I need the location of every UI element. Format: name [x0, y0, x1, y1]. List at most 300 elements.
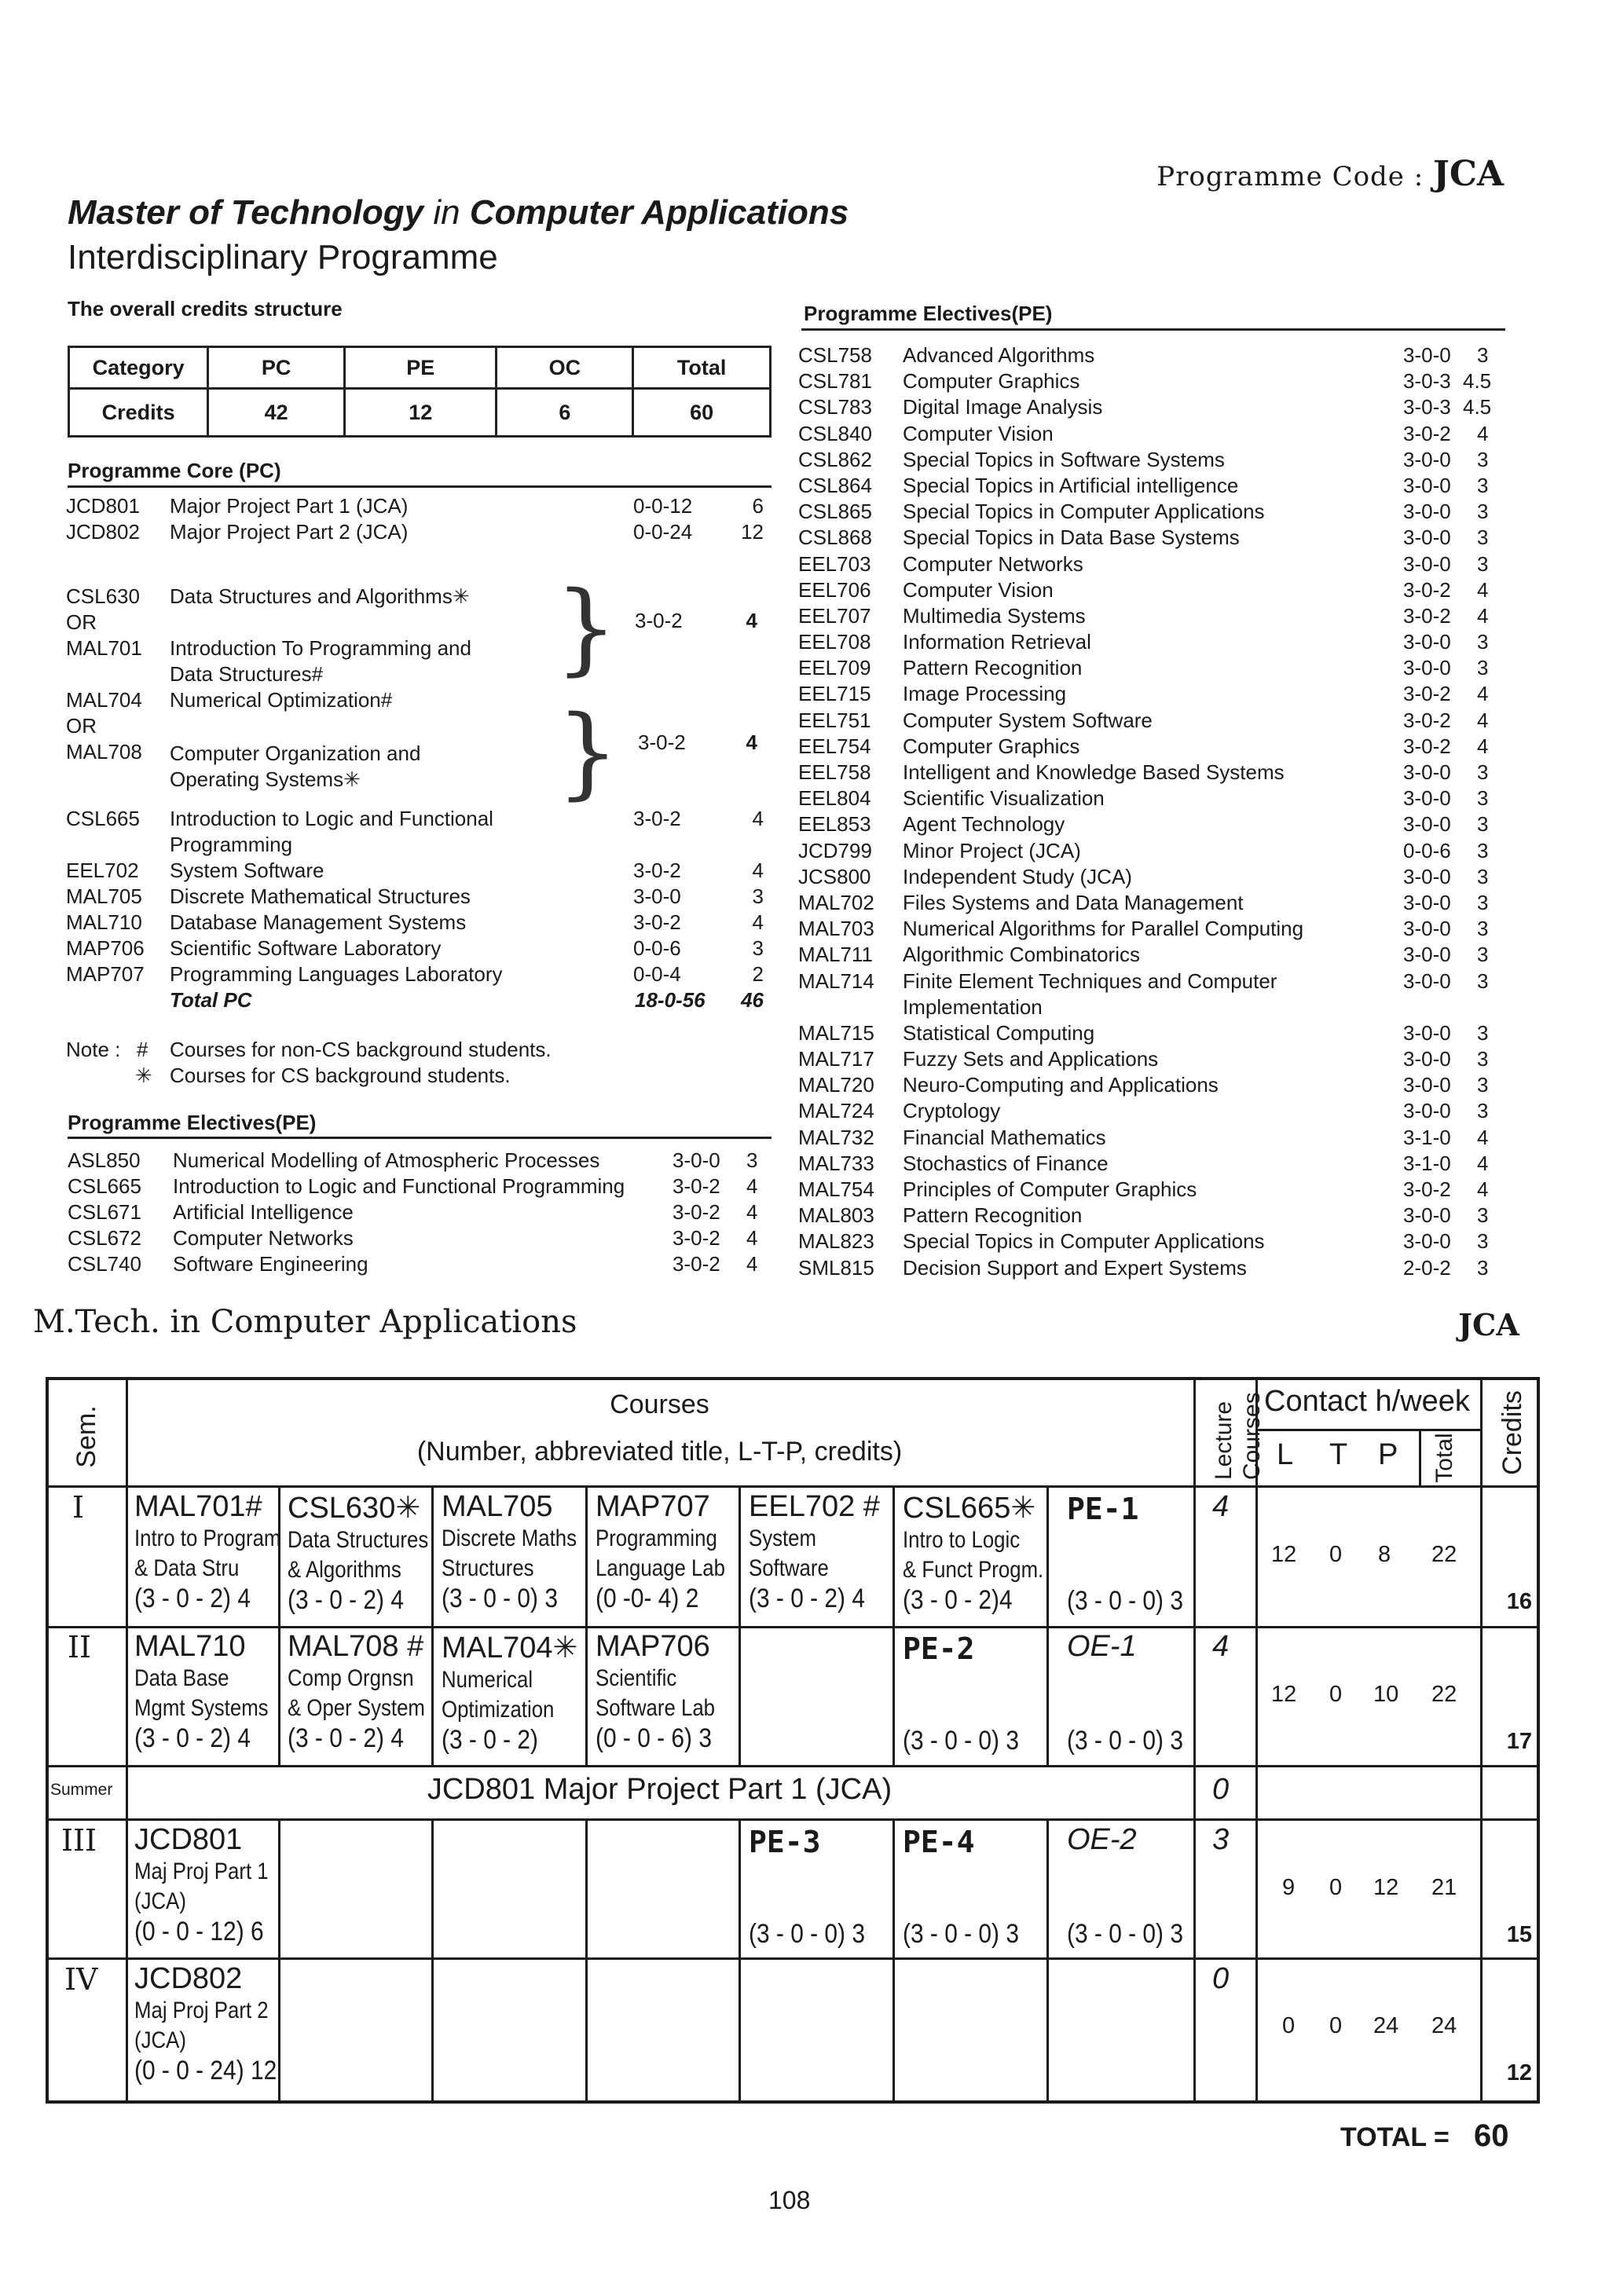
course-cell [903, 1490, 1066, 1616]
course-code: CSL630✳ [288, 1492, 421, 1525]
page-number: 108 [768, 2186, 811, 2214]
course-credits: 3 [1477, 760, 1489, 784]
course-code: CSL862 [798, 447, 872, 471]
oe-slot: OE-1 [1067, 1630, 1137, 1663]
credits-header: Credits [1497, 1390, 1527, 1475]
or-label: OR [66, 714, 97, 738]
contact-total: 24 [1431, 2013, 1457, 2038]
divider [126, 1380, 128, 2100]
course-ltp: 0-0-24 [633, 520, 693, 544]
course-code: JCD799 [798, 838, 872, 862]
credits-header-cell: Total [633, 347, 771, 389]
course-cell [134, 1823, 290, 1947]
note-symbol: # [137, 1038, 148, 1061]
course-ltp: 3-0-0 [633, 884, 681, 908]
course-title: Maj Proj Part 1 [134, 1858, 269, 1884]
course-credits: 4 [1477, 421, 1489, 445]
contact-p: 24 [1373, 2013, 1399, 2038]
programme-code [1156, 154, 1504, 194]
course-code: CSL864 [798, 473, 872, 497]
courses-header: Courses [610, 1390, 709, 1419]
course-ltp: (3 - 0 - 2) 4 [288, 1723, 404, 1753]
course-ltp: 3-0-2 [635, 609, 683, 632]
course-name: Decision Support and Expert Systems [903, 1255, 1247, 1280]
course-name: Independent Study (JCA) [903, 864, 1132, 888]
grand-total-label: TOTAL = [1340, 2122, 1450, 2152]
course-name: Digital Image Analysis [903, 395, 1103, 419]
course-ltp: 3-0-2 [1403, 577, 1451, 602]
course-cell [596, 1630, 735, 1754]
course-ltp: 3-0-0 [1403, 812, 1451, 837]
course-credits: 12 [741, 520, 764, 544]
sem-number: II [68, 1630, 92, 1664]
course-code: MAL711 [798, 943, 873, 967]
course-ltp: 3-0-0 [1403, 917, 1451, 941]
or-label: OR [66, 610, 97, 634]
course-ltp: 3-0-2 [673, 1174, 720, 1198]
course-cell [749, 1490, 881, 1614]
course-ltp: 3-0-2 [633, 859, 681, 882]
course-name: Major Project Part 2 (JCA) [170, 520, 409, 544]
course-code: CSL783 [798, 395, 872, 419]
course-ltp: 0-0-4 [633, 962, 681, 986]
course-name: Files Systems and Data Management [903, 890, 1244, 914]
course-title: Software [749, 1555, 829, 1581]
course-credits: 3 [746, 1148, 758, 1172]
course-ltp: 0-0-6 [633, 936, 681, 960]
grand-total-value: 60 [1474, 2118, 1509, 2153]
pe-slot: PE-3 [749, 1825, 821, 1859]
course-code: EEL758 [798, 760, 871, 784]
course-cell [134, 1490, 305, 1614]
course-credits: 3 [1477, 473, 1489, 497]
lecture-count: 0 [1212, 1773, 1230, 1806]
total-pc-label: Total PC [170, 988, 252, 1012]
course-name: Fuzzy Sets and Applications [903, 1047, 1159, 1071]
contact-total: 22 [1431, 1682, 1457, 1707]
course-code: EEL853 [798, 812, 871, 837]
course-credits: 3 [1477, 500, 1489, 524]
course-code: JCS800 [798, 864, 871, 888]
course-credits: 4 [752, 910, 764, 934]
divider [68, 485, 772, 488]
course-name: Multimedia Systems [903, 603, 1086, 628]
divider [1480, 1380, 1483, 2100]
divider [68, 1137, 772, 1139]
course-code: CSL665 [68, 1174, 141, 1198]
course-code: MAP707 [66, 962, 145, 986]
pe-slot: PE-4 [903, 1825, 975, 1859]
divider [49, 1765, 1537, 1767]
contact-total: 21 [1431, 1875, 1457, 1900]
course-name: Numerical Optimization# [170, 688, 393, 712]
course-ltp: 0-0-6 [1403, 838, 1451, 862]
programme-core-heading: Programme Core (PC) [68, 459, 281, 482]
course-name: Neuro-Computing and Applications [903, 1073, 1219, 1097]
credits-structure-heading: The overall credits structure [68, 297, 343, 320]
course-ltp: (3 - 0 - 0) 3 [1067, 1586, 1183, 1616]
course-ltp: 3-0-2 [1403, 682, 1451, 706]
course-cell [596, 1490, 746, 1614]
contact-p: 8 [1378, 1542, 1391, 1567]
title-part2: in [433, 193, 460, 232]
summer-label: Summer [50, 1781, 113, 1799]
course-name: Special Topics in Computer Applications [903, 1229, 1265, 1254]
course-cell [288, 1630, 447, 1754]
contact-total: 22 [1431, 1542, 1457, 1567]
course-credits: 3 [1477, 969, 1489, 993]
course-name: Database Management Systems [170, 910, 467, 934]
credits-value-cell: Credits [69, 389, 208, 437]
course-credits: 3 [1477, 864, 1489, 888]
course-credits: 4.5 [1463, 395, 1492, 419]
course-code: JCD801 [66, 494, 140, 518]
course-code: CSL758 [798, 343, 872, 367]
course-ltp: 3-0-0 [1403, 1099, 1451, 1123]
contact-t: 0 [1329, 1682, 1343, 1707]
course-ltp: (3 - 0 - 0) 3 [903, 1726, 1019, 1756]
course-ltp: 3-0-2 [1403, 1177, 1451, 1201]
course-name: Information Retrieval [903, 630, 1091, 654]
course-name: Artificial Intelligence [173, 1200, 354, 1224]
course-name: Major Project Part 1 (JCA) [170, 494, 409, 518]
credits-value-cell: 12 [345, 389, 497, 437]
course-code: MAL701 [66, 636, 142, 660]
title-part3: Computer Applications [469, 193, 849, 232]
course-credits: 3 [1477, 1203, 1489, 1228]
lecture-count: 3 [1212, 1823, 1230, 1856]
course-code: MAP707 [596, 1490, 710, 1523]
note-text: Courses for non-CS background students. [170, 1038, 552, 1061]
course-ltp: 3-0-2 [1403, 603, 1451, 628]
course-credits: 3 [1477, 943, 1489, 967]
course-ltp: 3-0-3 [1403, 395, 1451, 419]
course-code: MAL717 [798, 1047, 874, 1071]
course-ltp: 3-0-2 [1403, 708, 1451, 732]
course-credits: 4 [1477, 708, 1489, 732]
contact-header: Contact h/week [1264, 1385, 1470, 1418]
lecture-header: Lecture [1211, 1401, 1237, 1480]
course-cell [134, 1630, 290, 1754]
credits-value-row [69, 389, 771, 437]
page-title [68, 193, 848, 233]
course-code: EEL709 [798, 656, 871, 680]
contact-p: 12 [1373, 1875, 1399, 1900]
credits-header-cell: PC [208, 347, 345, 389]
oe-slot: OE-2 [1067, 1823, 1137, 1856]
course-code: MAL710 [66, 910, 142, 934]
divider [1419, 1429, 1421, 1485]
course-ltp: (0 - 0 - 24) 12 [134, 2056, 277, 2085]
course-credits: 3 [1477, 1073, 1489, 1097]
course-code: CSL740 [68, 1252, 141, 1276]
contact-l: 9 [1282, 1875, 1296, 1900]
l-header: L [1277, 1438, 1294, 1471]
course-name: Pattern Recognition [903, 656, 1083, 680]
course-code: MAL720 [798, 1073, 874, 1097]
course-ltp: 3-0-0 [1403, 943, 1451, 967]
course-title: Intro to Program [134, 1525, 281, 1551]
course-code: JCD802 [134, 1962, 243, 1995]
course-credits: 3 [1477, 812, 1489, 837]
course-ltp: 3-0-0 [1403, 525, 1451, 550]
course-title: Mgmt Systems [134, 1695, 269, 1721]
course-title: (JCA) [134, 2027, 186, 2053]
sem-number: IV [64, 1962, 98, 1997]
course-ltp: 3-0-0 [1403, 1203, 1451, 1228]
course-ltp: 2-0-2 [1403, 1255, 1451, 1280]
course-title: Programming [596, 1525, 717, 1551]
course-ltp: (3 - 0 - 0) 3 [1067, 1726, 1183, 1756]
course-name: Advanced Algorithms [903, 343, 1095, 367]
course-code: MAL754 [798, 1177, 874, 1201]
lecture-count: 4 [1212, 1630, 1230, 1663]
course-name: Cryptology [903, 1099, 1001, 1123]
course-credits: 4 [752, 859, 764, 882]
course-cell [442, 1630, 577, 1756]
course-ltp: 3-0-0 [1403, 343, 1451, 367]
course-name: Introduction To Programming and [170, 636, 471, 660]
course-ltp: 3-0-0 [1403, 760, 1451, 784]
course-ltp: 3-1-0 [1403, 1151, 1451, 1175]
course-ltp: 3-0-0 [1403, 1073, 1451, 1097]
contact-t: 0 [1329, 1542, 1343, 1567]
course-code: CSL672 [68, 1226, 141, 1250]
course-credits: 4 [746, 1200, 758, 1224]
credits-structure-table [68, 346, 772, 438]
total-header: Total [1431, 1433, 1457, 1483]
course-ltp: (0 - 0 - 6) 3 [596, 1723, 712, 1753]
course-code: CSL671 [68, 1200, 141, 1224]
course-credits: 4 [746, 1226, 758, 1250]
divider [1193, 1380, 1196, 2100]
course-title: Intro to Logic [903, 1527, 1021, 1553]
course-code: MAL701# [134, 1490, 262, 1523]
credits-header-cell: PE [345, 347, 497, 389]
course-ltp: 3-0-0 [1403, 473, 1451, 497]
course-title: & Data Stru [134, 1555, 240, 1581]
sem-credits: 16 [1506, 1589, 1532, 1614]
sem-number: III [61, 1823, 97, 1858]
course-code: CSL665✳ [903, 1492, 1036, 1525]
course-ltp: 3-0-0 [1403, 786, 1451, 811]
course-name: Computer Graphics [903, 369, 1080, 394]
course-code: EEL715 [798, 682, 871, 706]
course-name: Special Topics in Data Base Systems [903, 525, 1240, 550]
note-label: Note : [66, 1038, 121, 1061]
brace-icon: } [555, 570, 618, 686]
course-title: Software Lab [596, 1695, 716, 1721]
course-credits: 4 [1477, 577, 1489, 602]
course-credits: 3 [1477, 890, 1489, 914]
course-ltp: 3-0-0 [673, 1148, 720, 1172]
credits-value-cell: 42 [208, 389, 345, 437]
course-code: MAL724 [798, 1099, 874, 1123]
course-title: Comp Orgnsn [288, 1665, 414, 1691]
course-ltp: 3-0-2 [673, 1252, 720, 1276]
course-credits: 4 [1477, 682, 1489, 706]
course-title: Structures [442, 1555, 534, 1581]
course-ltp: (3 - 0 - 2) 4 [749, 1584, 865, 1613]
course-title: Numerical [442, 1667, 533, 1693]
course-name: Computer Vision [903, 577, 1054, 602]
course-code: EEL708 [798, 630, 871, 654]
courses-header-vertical: Courses [1239, 1392, 1265, 1480]
divider [1255, 1380, 1258, 2100]
course-ltp: 3-0-0 [1403, 551, 1451, 576]
course-name: Stochastics of Finance [903, 1151, 1109, 1175]
sem-number: I [72, 1490, 85, 1525]
course-credits: 3 [1477, 447, 1489, 471]
divider [49, 1957, 1537, 1960]
course-name: Computer Networks [173, 1226, 354, 1250]
lecture-count: 0 [1212, 1962, 1230, 1995]
course-name: Principles of Computer Graphics [903, 1177, 1197, 1201]
course-name: Numerical Algorithms for Parallel Computing [903, 917, 1304, 941]
divider [49, 1485, 1537, 1488]
course-credits: 4 [752, 807, 764, 830]
course-ltp: 3-1-0 [1403, 1125, 1451, 1149]
course-credits: 3 [1477, 656, 1489, 680]
course-credits: 4.5 [1463, 369, 1492, 394]
course-cell [442, 1490, 599, 1614]
course-credits: 4 [1477, 603, 1489, 628]
programme-code-value: JCA [1433, 154, 1504, 194]
schedule-title: M.Tech. in Computer Applications [33, 1304, 577, 1340]
course-ltp: 3-0-0 [1403, 500, 1451, 524]
pe-right-heading: Programme Electives(PE) [804, 302, 1053, 325]
total-pc-ltp: 18-0-56 [635, 988, 706, 1012]
course-name: Intelligent and Knowledge Based Systems [903, 760, 1285, 784]
course-credits: 3 [1477, 630, 1489, 654]
course-code: CSL840 [798, 421, 872, 445]
course-code: EEL707 [798, 603, 871, 628]
course-code: EEL751 [798, 708, 871, 732]
course-code: MAL715 [798, 1020, 874, 1045]
course-code: MAP706 [66, 936, 145, 960]
course-title: System [749, 1525, 817, 1551]
course-code: MAL705 [442, 1490, 553, 1523]
contact-t: 0 [1329, 2013, 1343, 2038]
course-code: ASL850 [68, 1148, 141, 1172]
divider [739, 1818, 741, 2100]
course-ltp: 3-0-0 [1403, 1020, 1451, 1045]
course-name: Introduction to Logic and Functional Programming [173, 1174, 625, 1198]
page-subtitle: Interdisciplinary Programme [68, 238, 498, 276]
note-text: Courses for CS background students. [170, 1064, 511, 1087]
course-ltp: (0 - 0 - 12) 6 [134, 1917, 264, 1946]
note-symbol: ✳ [135, 1064, 152, 1087]
course-title: Maj Proj Part 2 [134, 1998, 269, 2023]
credits-value-cell: 60 [633, 389, 771, 437]
course-name: Special Topics in Artificial intelligence [903, 473, 1239, 497]
course-ltp: (3 - 0 - 0) 3 [1067, 1919, 1183, 1949]
course-code: MAL704✳ [442, 1631, 578, 1664]
divider [801, 328, 1505, 331]
pe-left-heading: Programme Electives(PE) [68, 1111, 317, 1134]
brace-icon: } [556, 694, 620, 810]
course-credits: 3 [1477, 343, 1489, 367]
t-header: T [1329, 1438, 1348, 1471]
course-credits: 3 [1477, 1099, 1489, 1123]
course-name: Data Structures# [170, 662, 324, 686]
course-code: MAL823 [798, 1229, 874, 1254]
pe-slot: PE-2 [903, 1631, 975, 1666]
course-credits: 3 [752, 884, 764, 908]
course-ltp: 3-0-2 [633, 807, 681, 830]
course-credits: 3 [1477, 838, 1489, 862]
course-credits: 4 [746, 731, 757, 754]
course-code: JCD802 [66, 520, 140, 544]
course-code: MAL708 [66, 740, 142, 764]
course-credits: 4 [746, 609, 757, 632]
course-name: Introduction to Logic and Functional [170, 807, 493, 830]
course-title: (JCA) [134, 1888, 186, 1914]
course-title: Data Structures [288, 1527, 429, 1553]
course-name: Minor Project (JCA) [903, 838, 1081, 862]
course-name: Computer Vision [903, 421, 1054, 445]
course-title: & Algorithms [288, 1557, 401, 1583]
p-header: P [1378, 1438, 1398, 1471]
course-name: System Software [170, 859, 324, 882]
sem-credits: 12 [1506, 2060, 1532, 2085]
course-credits: 4 [1477, 734, 1489, 758]
divider [892, 1485, 895, 1765]
course-name: Data Structures and Algorithms✳ [170, 584, 470, 608]
course-code: MAL714 [798, 969, 874, 993]
course-credits: 3 [752, 936, 764, 960]
divider [585, 1818, 588, 2100]
course-name: Computer Organization and [170, 742, 421, 765]
title-part1: Master of Technology [68, 193, 424, 232]
course-credits: 6 [752, 494, 764, 518]
course-title: Data Base [134, 1665, 229, 1691]
contact-l: 12 [1271, 1682, 1297, 1707]
course-name: Discrete Mathematical Structures [170, 884, 471, 908]
course-name: Software Engineering [173, 1252, 368, 1276]
credits-header-cell: Category [69, 347, 208, 389]
sem-credits: 15 [1506, 1922, 1532, 1947]
course-credits: 3 [1477, 917, 1489, 941]
course-ltp: (3 - 0 - 2)4 [903, 1585, 1013, 1615]
course-code: EEL702 # [749, 1490, 880, 1523]
course-code: SML815 [798, 1255, 874, 1280]
course-title: Scientific [596, 1665, 677, 1691]
course-code: MAL702 [798, 890, 874, 914]
contact-p: 10 [1373, 1682, 1399, 1707]
courses-subheader: (Number, abbreviated title, L-T-P, credits) [416, 1437, 903, 1467]
course-credits: 4 [746, 1252, 758, 1276]
course-name: Computer System Software [903, 708, 1153, 732]
course-name: Operating Systems✳ [170, 767, 361, 791]
total-pc-credits: 46 [741, 988, 764, 1012]
sem-credits: 17 [1506, 1729, 1532, 1754]
course-ltp: 3-0-2 [673, 1200, 720, 1224]
course-name: Computer Graphics [903, 734, 1080, 758]
divider [1046, 1818, 1049, 2100]
course-ltp: 3-0-0 [1403, 890, 1451, 914]
course-credits: 3 [1477, 1255, 1489, 1280]
course-code: JCD801 [134, 1823, 243, 1856]
course-cell [288, 1490, 451, 1616]
course-ltp: (3 - 0 - 2) 4 [134, 1584, 251, 1613]
course-code: EEL702 [66, 859, 139, 882]
divider [431, 1818, 434, 2100]
course-ltp: 3-0-0 [1403, 1229, 1451, 1254]
course-ltp: 3-0-0 [1403, 864, 1451, 888]
course-name: Programming Languages Laboratory [170, 962, 503, 986]
course-name: Scientific Software Laboratory [170, 936, 442, 960]
